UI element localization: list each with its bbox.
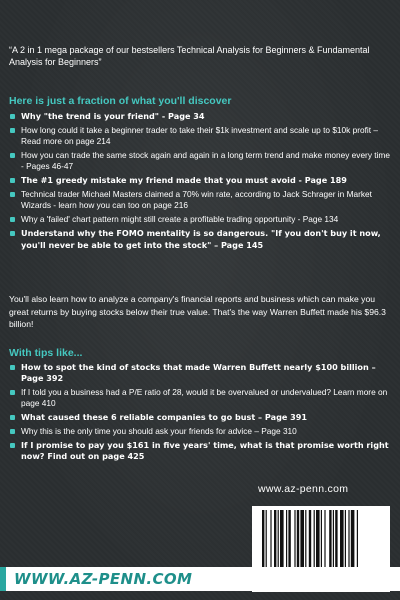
list-item: [9, 214, 393, 225]
list-item-text: If I told you a business had a P/E ratio of 28, would it be overvalued or undervalued? Learn more on page 410: [21, 387, 388, 409]
bullet-icon: [10, 443, 15, 448]
list-item: [9, 189, 393, 212]
bullet-icon: [10, 429, 15, 434]
bullet-icon: [10, 231, 15, 236]
list-item-text: If I promise to pay you $161 in five years' time, what is that promise worth right now? Find out on page 425: [21, 440, 389, 462]
list-item: [9, 387, 393, 410]
website-url-footer[interactable]: WWW.AZ-PENN.COM: [14, 570, 193, 588]
intro-quote: “A 2 in 1 mega package of our bestsellers Technical Analysis for Beginners & Fundamental Analysis for Beginners”: [9, 45, 370, 67]
list-item-text: Technical trader Michael Masters claimed a 70% win rate, according to Jack Schrager in Market Wizards - learn how you can too on page 216: [21, 189, 372, 211]
bullet-icon: [10, 192, 15, 197]
list-item: [9, 362, 393, 385]
list-item-text: Why this is the only time you should ask your friends for advice – Page 310: [21, 426, 297, 437]
bullet-icon: [10, 217, 15, 222]
list-item-text: The #1 greedy mistake my friend made that you must avoid - Page 189: [21, 175, 347, 186]
discover-list: [9, 111, 393, 253]
list-item: [9, 111, 393, 122]
list-item-text: How to spot the kind of stocks that made Warren Buffett nearly $100 billion – Page 392: [21, 362, 376, 384]
list-item: [9, 426, 393, 437]
summary-paragraph: You'll also learn how to analyze a company's financial reports and business which can make you great returns by buying stocks below their true value. That's the way Warren Buffett made his $96.3 billion!: [9, 294, 386, 329]
list-item: [9, 175, 393, 186]
bullet-icon: [10, 178, 15, 183]
footer-accent: [0, 567, 6, 591]
list-item-text: How you can trade the same stock again and again in a long term trend and make money every time - Pages 46-47: [21, 150, 390, 172]
list-item: [9, 228, 393, 251]
list-item-text: How long could it take a beginner trader to take their $1k investment and scale up to $10k profit – Read more on page 214: [21, 124, 378, 147]
list-item-text: Understand why the FOMO mentality is so dangerous. "If you don't buy it now, you'll never be able to get into the stock" – Page 145: [21, 228, 381, 250]
bullet-icon: [10, 415, 15, 420]
bullet-icon: [10, 128, 15, 133]
bullet-icon: [10, 365, 15, 370]
list-item-text: Why a 'failed' chart pattern might still create a profitable trading opportunity - Page 134: [21, 214, 339, 225]
list-item: [9, 150, 393, 173]
section-title-tips: With tips like...: [9, 347, 83, 359]
list-item-text: Why "the trend is your friend" - Page 34: [21, 111, 205, 121]
list-item-text: What caused these 6 reliable companies to go bust – Page 391: [21, 412, 308, 423]
tips-list: [9, 362, 393, 465]
website-url[interactable]: www.az-penn.com: [258, 483, 349, 495]
bullet-icon: [10, 114, 15, 119]
list-item: [9, 412, 393, 423]
section-title-discover: Here is just a fraction of what you'll discover: [9, 95, 232, 107]
list-item: [9, 125, 393, 148]
bullet-icon: [10, 153, 15, 158]
list-item: [9, 440, 393, 463]
bullet-icon: [10, 390, 15, 395]
